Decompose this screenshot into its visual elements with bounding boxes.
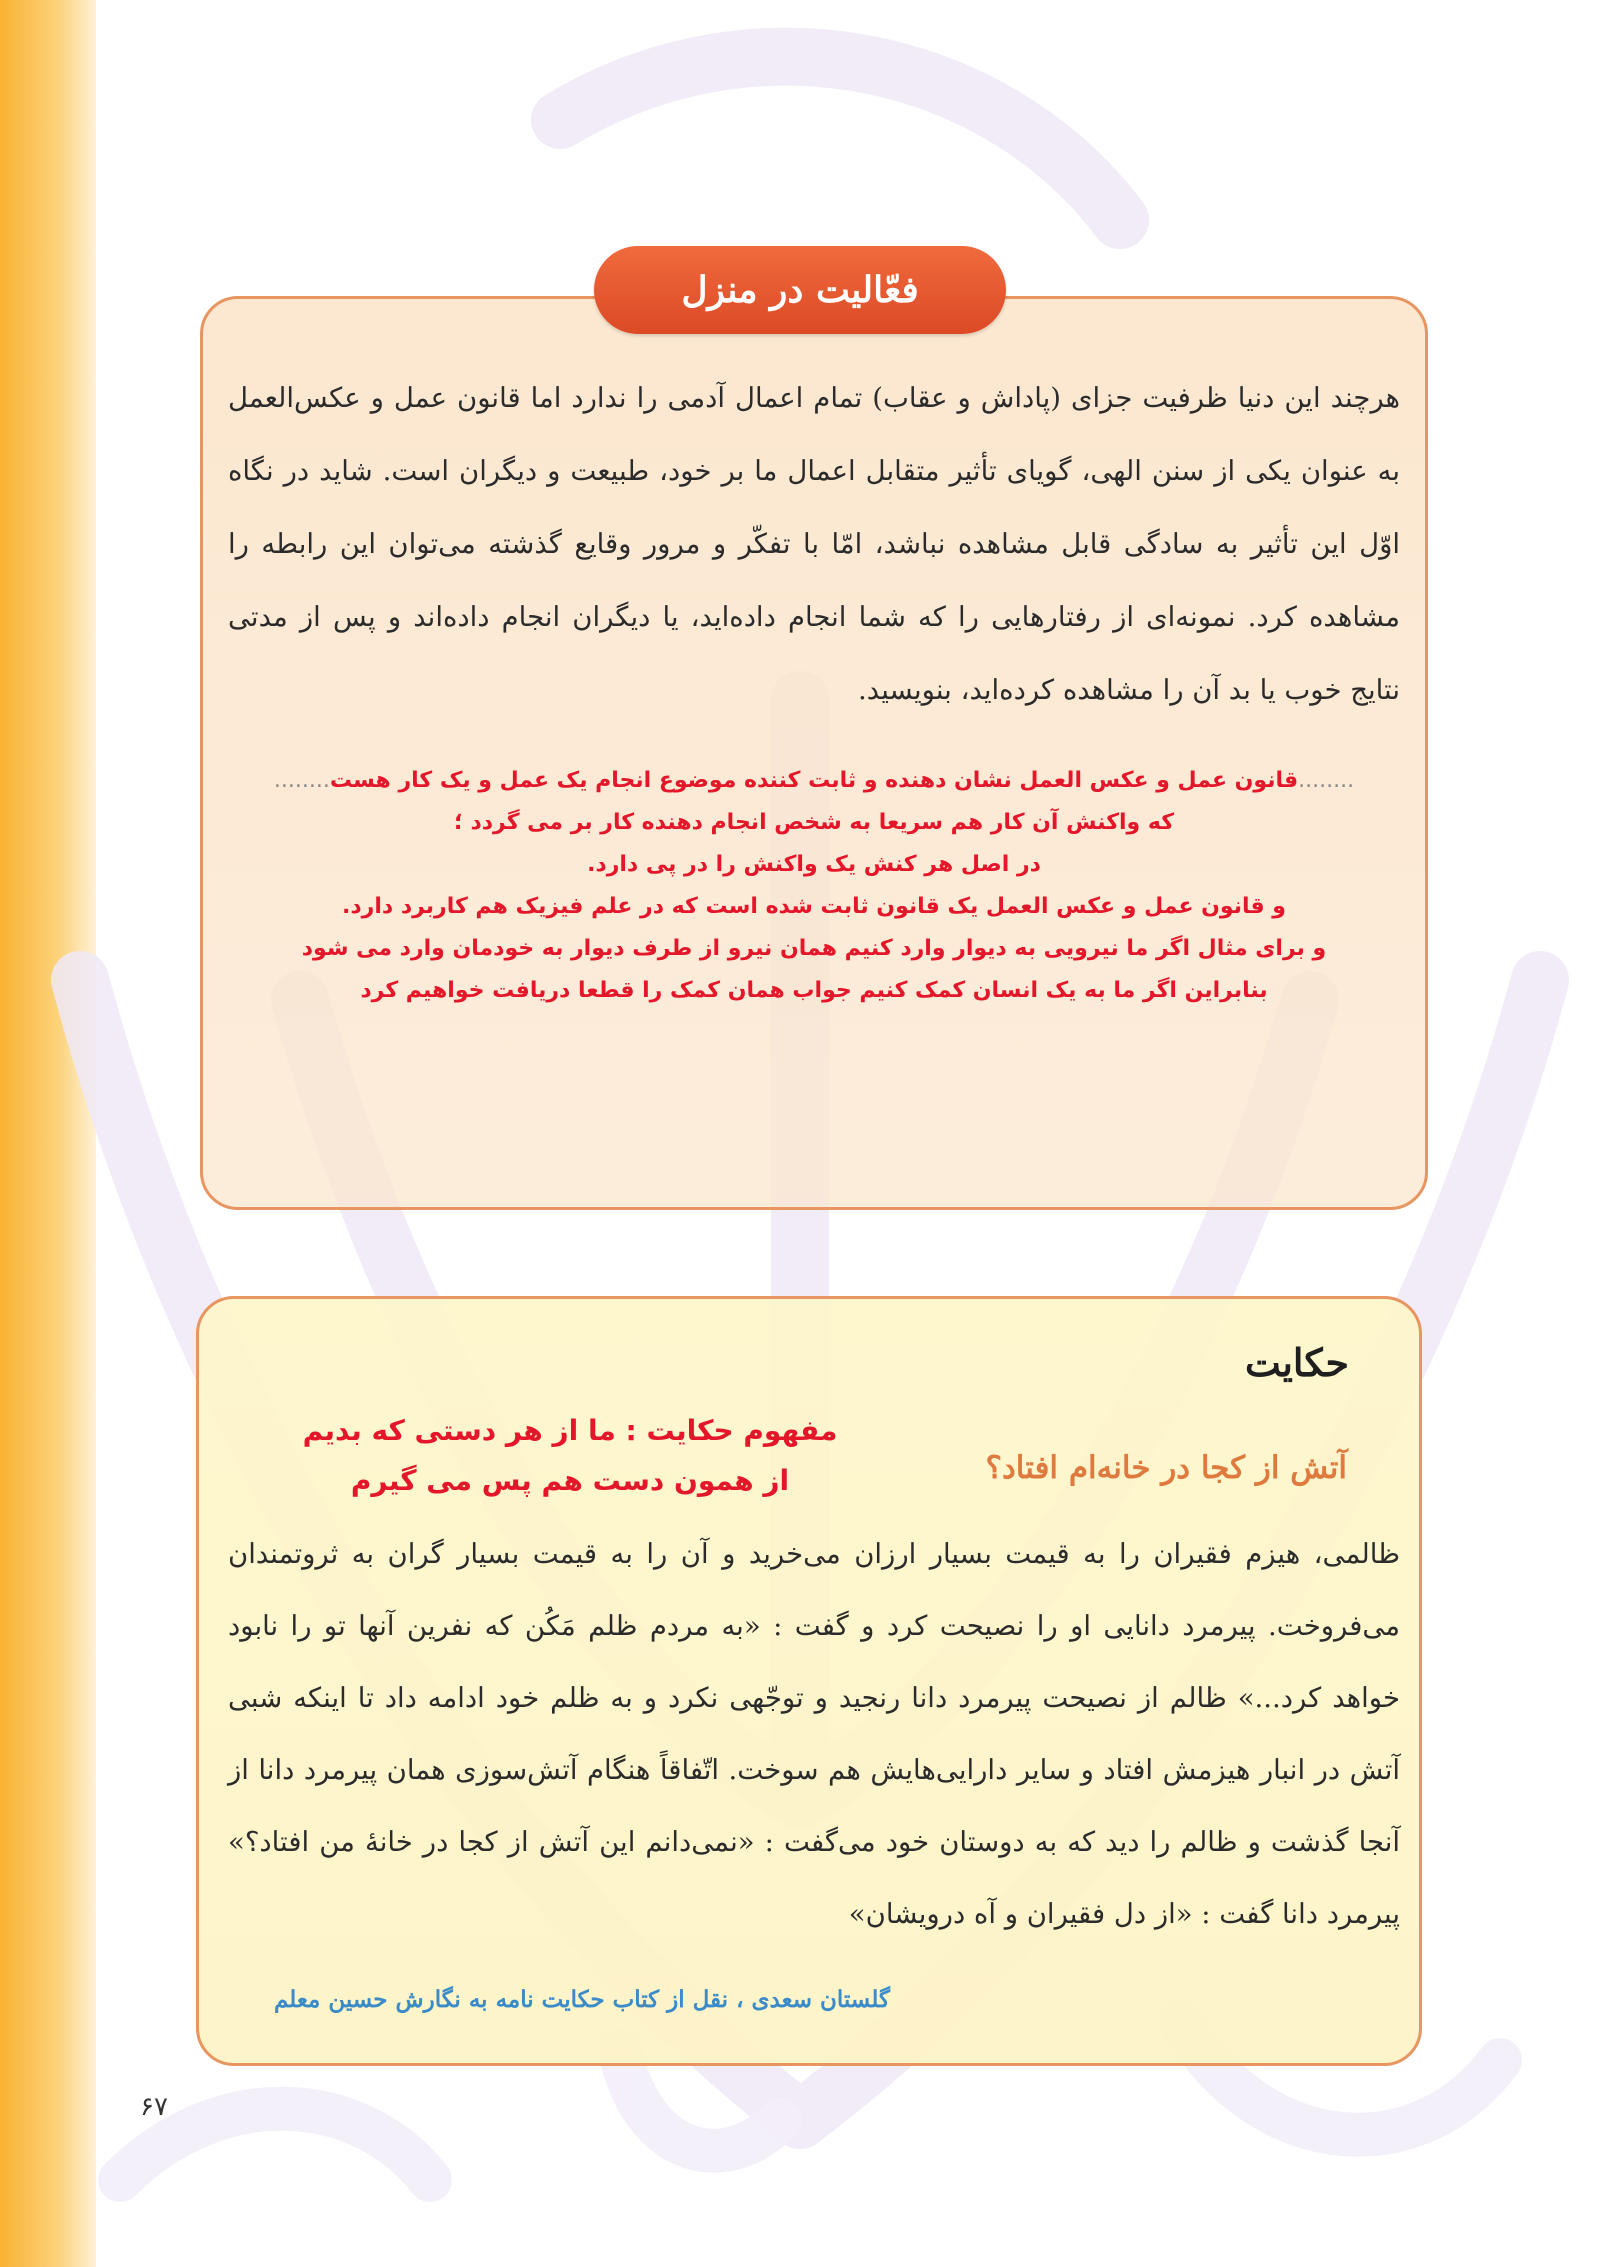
answer-line-text: قانون عمل و عکس العمل نشان دهنده و ثابت کننده موضوع انجام یک عمل و یک کار هست (329, 768, 1299, 793)
story-subtitle: آتش از کجا در خانه‌ام افتاد؟ (985, 1450, 1347, 1486)
answer-dots-trailing: ........ (273, 768, 330, 793)
answer-line (228, 760, 1400, 802)
answer-line: بنابراین اگر ما به یک انسان کمک کنیم جواب همان کمک را قطعا دریافت خواهیم کرد (360, 978, 1268, 1003)
story-source: گلستان سعدی ، نقل از کتاب حکایت نامه به نگارش حسین معلم (274, 1986, 890, 2013)
page-number: ۶۷ (140, 2092, 168, 2122)
story-heading: حکایت (1245, 1340, 1349, 1385)
side-color-strip (0, 0, 96, 2267)
activity-title: فعّالیت در منزل (594, 246, 1006, 334)
answer-line: که واکنش آن کار هم سریعا به شخص انجام دهنده کار بر می گردد ؛ (453, 810, 1175, 835)
story-concept (300, 1406, 840, 1506)
activity-answer (228, 760, 1400, 1012)
activity-instructions: هرچند این دنیا ظرفیت جزای (پاداش و عقاب) تمام اعمال آدمی را ندارد اما قانون عمل و عکس‌العمل به عنوان یکی از سنن الهی، گویای تأثیر متقابل اعمال ما بر خود، طبیعت و دیگران است. شاید در نگاه اوّل این تأثیر به سادگی قابل مشاهده نباشد، امّا با تفکّر و مرور وقایع گذشته می‌توان این رابطه را مشاهده کرد. نمونه‌ای از رفتارهایی را که شما انجام داده‌اید، یا دیگران انجام داده‌اند و پس از مدتی نتایج خوب یا بد آن را مشاهده کرده‌اید، بنویسید. (228, 382, 1400, 706)
story-text: ظالمی، هیزم فقیران را به قیمت بسیار ارزان می‌خرید و آن را به قیمت بسیار گران به ثروتمندان می‌فروخت. پیرمرد دانایی او را نصیحت کرد و گفت : «به مردم ظلم مَکُن که نفرین آنها تو را نابود خواهد کرد...» ظالم از نصیحت پیرمرد دانا رنجید و توجّهی نکرد و به ظلم خود ادامه داد تا اینکه شبی آتش در انبار هیزمش افتاد و سایر دارایی‌هایش هم سوخت. اتّفاقاً هنگام آتش‌سوزی همان پیرمرد دانا از آنجا گذشت و ظالم را دید که به دوستان خود می‌گفت : «نمی‌دانم این آتش از کجا در خانهٔ من افتاد؟» پیرمرد دانا گفت : «از دل فقیران و آه درویشان» (228, 1538, 1400, 1930)
answer-line: و قانون عمل و عکس العمل یک قانون ثابت شده است که در علم فیزیک هم کاربرد دارد. (342, 894, 1286, 919)
concept-line: از همون دست هم پس می گیرم (350, 1464, 790, 1497)
answer-line: در اصل هر کنش یک واکنش را در پی دارد. (587, 852, 1041, 877)
answer-line: و برای مثال اگر ما نیرویی به دیوار وارد کنیم همان نیرو از طرف دیوار به خودمان وارد می شود (301, 936, 1327, 961)
answer-dots-leading: ........ (1298, 768, 1355, 793)
concept-line: مفهوم حکایت : ما از هر دستی که بدیم (302, 1414, 838, 1447)
